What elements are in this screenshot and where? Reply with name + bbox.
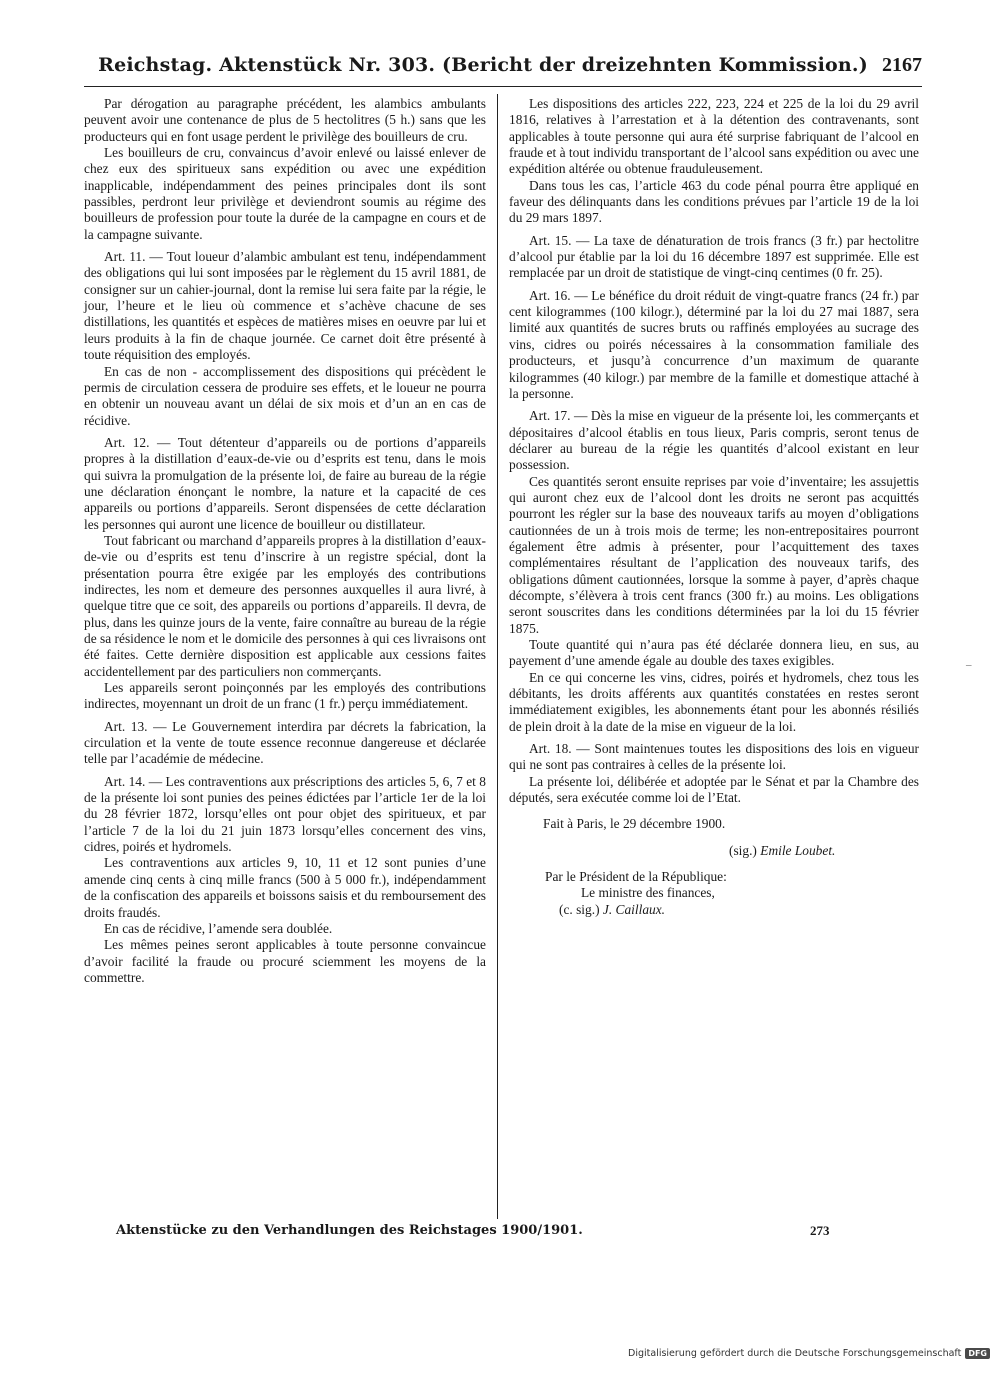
footer-left: Aktenstücke zu den Verhandlungen des Reichstages 1900/1901. <box>116 1223 583 1238</box>
paragraph: Les bouilleurs de cru, convaincus d’avoir enlevé ou laissé enlever de chez eux des spiritueux sans expédition ou avec une expédition inapplicable, indépendamment des peines principales dont ils sont passibles, perdront leur privilège et deviendront soumis au régime des bouilleurs de profession pour toute la durée de la campagne en cours et de la campagne suivante. <box>84 145 486 242</box>
sig-prefix: (sig.) <box>729 842 757 858</box>
dfg-logo-icon: DFG <box>965 1348 990 1359</box>
margin-mark: – <box>966 659 972 671</box>
date-line: Fait à Paris, le 29 décembre 1900. <box>543 816 726 832</box>
paragraph: Tout fabricant ou marchand d’appareils propres à la distillation d’eaux-de-vie ou d’esprits est tenu d’inscrire à un registre spécial, dont la présentation pourra être exigée par les employés des contributions indirectes, les nom et demeure des personnes auxquelles il aura livré, à quelque titre que ce soit, des appareils ou portions d’appareils. Il devra, de plus, dans les quinze jours de la vente, faire connaître au bureau de la régie de sa résidence le nom et le domicile des personnes à qui ces livraisons ont été faites. Cette dernière disposition est applicable aux cessions faites accidentellement par des particuliers non commerçants. <box>84 532 486 679</box>
minister-name: J. Caillaux. <box>602 901 666 917</box>
running-title: Reichstag. Aktenstück Nr. 303. (Bericht der dreizehnten Kommission.) <box>98 54 868 76</box>
article-13: Art. 13. — Le Gouvernement interdira par décrets la fabrication, la circulation et la vente de toute essence reconnue dangereuse et déclarée telle par l’académie de médecine. <box>84 718 486 767</box>
article-14: Art. 14. — Les contraventions aux préscriptions des articles 5, 6, 7 et 8 de la présente loi sont punies des peines édictées par l’article 1er de la loi du 28 février 1872, lorsqu’elles ont pour objet des spiritueux, et par l’article 7 de la loi du 21 juin 1873 lorsqu’elles concernent des vins, cidres, poirés et hydromels. <box>84 773 486 855</box>
paragraph: Par dérogation au paragraphe précédent, les alambics ambulants peuvent avoir une contenance de plus de 5 hectolitres (5 h.) sans que les producteurs qui en font usage perdent le privilège des bouilleurs de cru. <box>84 96 486 144</box>
paragraph: Les appareils seront poinçonnés par les employés des contributions indirectes, moyennant un droit de un franc (1 fr.) perçu immédiatement. <box>84 680 486 712</box>
paragraph: Dans tous les cas, l’article 463 du code pénal pourra être appliqué en faveur des délinquants dans les conditions prévues par l’article 19 de la loi du 29 mars 1897. <box>509 177 919 226</box>
header-rule <box>84 86 922 87</box>
by-line: Par le Président de la République: <box>545 869 727 885</box>
paragraph: Toute quantité qui n’aura pas été déclarée donnera lieu, en sus, au payement d’une amende égale au double des taxes exigibles. <box>509 637 919 669</box>
paragraph: En cas de non - accomplissement des dispositions qui précèdent le permis de circulation cessera de produire ses effets, et le loueur ne pourra en obtenir un nouveau avant un délai de six mois et d’un an en cas de récidive. <box>84 363 486 428</box>
article-12: Art. 12. — Tout détenteur d’appareils ou de portions d’appareils propres à la distillation d’eaux-de-vie ou d’esprits est tenu, dans le mois qui suivra la promulgation de la présente loi, de faire au bureau de la régie une déclaration énonçant le nombre, la nature et la capacité de ces appareils ou portions d’appareils. Seront dispensées de cette déclaration les personnes qui auront une licence de bouilleur ou distillateur. <box>84 434 486 532</box>
signature-block <box>509 816 919 918</box>
paragraph: Les mêmes peines seront applicables à toute personne convaincue d’avoir facilité la fraude ou procuré sciemment les moyens de la commettre. <box>84 937 486 985</box>
csig-prefix: (c. sig.) <box>559 901 600 917</box>
article-17: Art. 17. — Dès la mise en vigueur de la présente loi, les commerçants et dépositaires d’alcool établis en tous lieux, Paris compris, seront tenus de déclarer au bureau de la régie les quantités d’alcool existant en leur possession. <box>509 408 919 473</box>
article-11: Art. 11. — Tout loueur d’alambic ambulant est tenu, indépendamment des obligations qui lui sont imposées par le règlement du 15 avril 1881, de consigner sur un cahier-journal, dont la remise lui sera faite par la régie, le jour, l’heure et le lieu où commence et s’achève chacune de ses distillations, les quantités et espèces de matières mises en oeuvre par lui et leurs produits à la fin de chaque journée. Ce carnet doit être présenté à toute réquisition des employés. <box>84 249 486 363</box>
article-15: Art. 15. — La taxe de dénaturation de trois francs (3 fr.) par hectolitre d’alcool pur établie par la loi du 16 décembre 1897 est supprimée. Elle est remplacée par un droit de statistique de vingt-cinq centimes (0 fr. 25). <box>509 232 919 281</box>
article-18: Art. 18. — Sont maintenues toutes les dispositions des lois en vigueur qui ne sont pas contraires à celles de la présente loi. <box>509 741 919 773</box>
minister-signature <box>509 902 919 918</box>
paragraph: La présente loi, délibérée et adoptée par le Sénat et par la Chambre des députés, sera exécutée comme loi de l’Etat. <box>509 773 919 806</box>
footer-page-number: 273 <box>810 1223 830 1238</box>
paragraph: Les contraventions aux articles 9, 10, 11 et 12 sont punies d’une amende cinq cents à cinq mille francs (500 à 5 000 fr.), indépendamment de la confiscation des appareils et boissons saisis et du remboursement des droits fraudés. <box>84 855 486 920</box>
right-column <box>509 96 919 918</box>
page-header <box>84 54 922 84</box>
paragraph: Ces quantités seront ensuite reprises par voie d’inventaire; les assujettis qui auront chez eux de l’alcool dont les droits ne seront pas acquittés pourront les régler sur la base des nouveaux tarifs au moyen d’obligations cautionnées de un à trois mois de terme; les non-entrepositaires pourront également être admis à présenter, pour l’acquittement des taxes complémentaires résultant de l’application des nouveaux tarifs, des obligations dûment cautionnées, lorsque la somme à payer, d’après chaque décompte, s’élèvera à trois cent francs (300 fr.) au moins. Les obligations seront souscrites dans les conditions déterminées par la loi du 15 février 1875. <box>509 473 919 636</box>
minister-line: Le ministre des finances, <box>581 885 715 901</box>
digitization-credit <box>628 1348 990 1359</box>
president-signature <box>509 843 919 859</box>
paragraph: Les dispositions des articles 222, 223, 224 et 225 de la loi du 29 avril 1816, relatives à l’arrestation et à la détention des contravenants, sont applicables à toute personne qui aura été surprise fabriquant de l’alcool en fraude et à tout individu transportant de l’alcool sans expédition ou avec une expédition altérée ou obtenue frauduleusement. <box>509 96 919 177</box>
paragraph: En cas de récidive, l’amende sera doublée. <box>104 920 333 936</box>
paragraph: En ce qui concerne les vins, cidres, poirés et hydromels, chez tous les débitants, les droits afférents aux quantités constatées en restes seront immédiatement exigibles, les abonnements étant pour les abonnés résiliés de plein droit à la date de la mise en vigueur de la loi. <box>509 669 919 734</box>
left-column <box>84 96 486 986</box>
column-divider <box>497 94 498 1219</box>
president-name: Emile Loubet. <box>760 842 836 858</box>
page-number: 2167 <box>882 54 922 76</box>
credit-text: Digitalisierung gefördert durch die Deutsche Forschungsgemeinschaft <box>628 1348 962 1359</box>
article-16: Art. 16. — Le bénéfice du droit réduit de vingt-quatre francs (24 fr.) par cent kilogrammes (100 kilogr.), déterminé par la loi du 27 mai 1887, sera limité aux quantités de sucres bruts ou raffinés employées au sucrage des vins, cidres ou poirés nécessaires à la consommation familiale des producteurs, et jusqu’à concurrence d’un maximum de quarante kilogrammes (40 kilogr.) par membre de la famille et domestique attaché à la personne. <box>509 287 919 401</box>
